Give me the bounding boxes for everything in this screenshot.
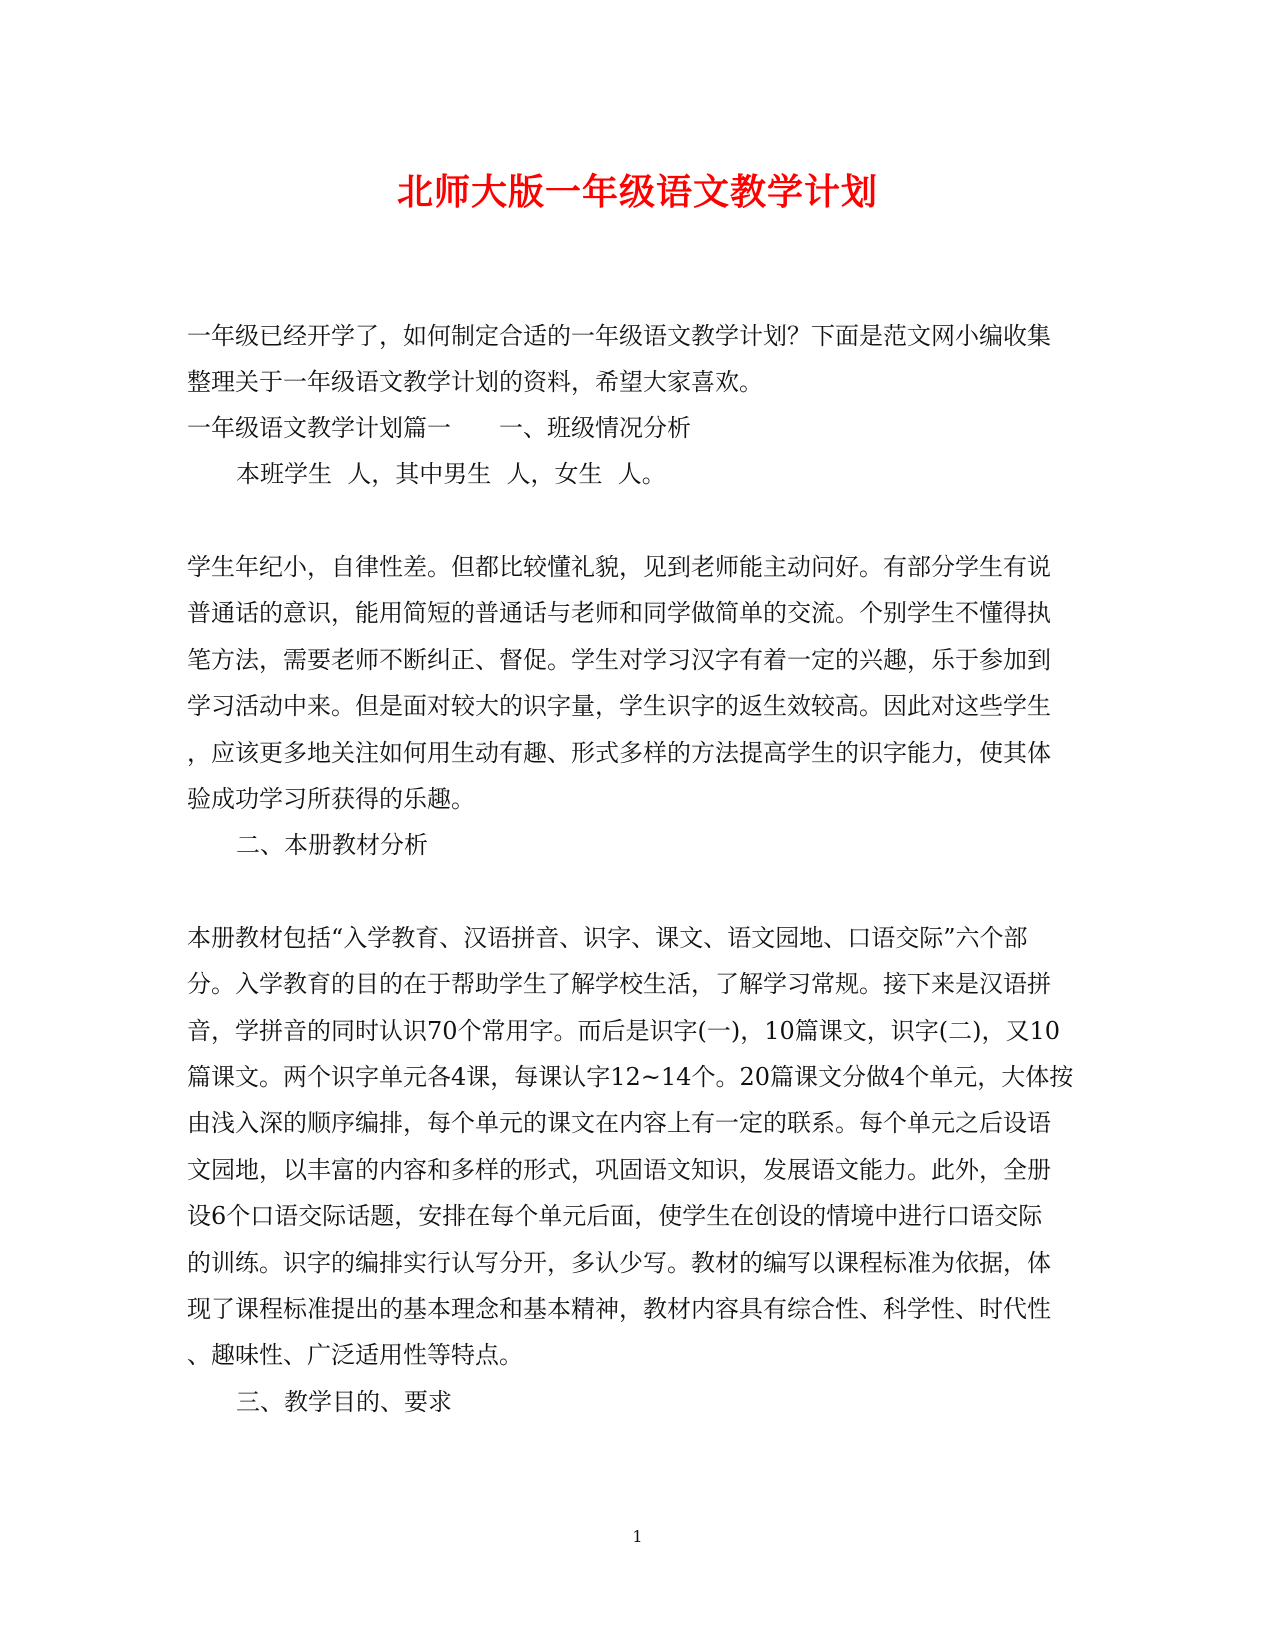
textbook-analysis-line-7: 设6个口语交际话题，安排在每个单元后面，使学生在创设的情境中进行口语交际 <box>187 1202 1043 1230</box>
textbook-analysis-line-9: 现了课程标准提出的基本理念和基本精神，教材内容具有综合性、科学性、时代性 <box>187 1295 1051 1323</box>
intro-line-1: 一年级已经开学了，如何制定合适的一年级语文教学计划？下面是范文网小编收集 <box>187 322 1051 350</box>
section-two-heading: 二、本册教材分析 <box>236 831 428 859</box>
intro-line-2: 整理关于一年级语文教学计划的资料，希望大家喜欢。 <box>187 368 763 396</box>
section-three-heading: 三、教学目的、要求 <box>236 1388 452 1416</box>
student-analysis-line-1: 学生年纪小，自律性差。但都比较懂礼貌，见到老师能主动问好。有部分学生有说 <box>187 553 1051 581</box>
student-analysis-line-5: ，应该更多地关注如何用生动有趣、形式多样的方法提高学生的识字能力，使其体 <box>187 739 1051 767</box>
student-analysis-line-3: 笔方法，需要老师不断纠正、督促。学生对学习汉字有着一定的兴趣，乐于参加到 <box>187 646 1051 674</box>
document-title: 北师大版一年级语文教学计划 <box>396 171 878 213</box>
student-analysis-line-6: 验成功学习所获得的乐趣。 <box>187 785 475 813</box>
textbook-analysis-line-8: 的训练。识字的编排实行认写分开，多认少写。教材的编写以课程标准为依据，体 <box>187 1249 1051 1277</box>
textbook-analysis-line-6: 文园地，以丰富的内容和多样的形式，巩固语文知识，发展语文能力。此外，全册 <box>187 1156 1051 1184</box>
textbook-analysis-line-10: 、趣味性、广泛适用性等特点。 <box>187 1341 523 1369</box>
textbook-analysis-line-3: 音，学拼音的同时认识70个常用字。而后是识字(一)，10篇课文，识字(二)，又10 <box>187 1017 1061 1045</box>
textbook-analysis-line-4: 篇课文。两个识字单元各4课，每课认字12~14个。20篇课文分做4个单元，大体按 <box>187 1063 1074 1091</box>
class-count-line: 本班学生 人，其中男生 人，女生 人。 <box>236 460 666 488</box>
student-analysis-line-4: 学习活动中来。但是面对较大的识字量，学生识字的返生效较高。因此对这些学生 <box>187 692 1051 720</box>
student-analysis-line-2: 普通话的意识，能用简短的普通话与老师和同学做简单的交流。个别学生不懂得执 <box>187 599 1051 627</box>
textbook-analysis-line-5: 由浅入深的顺序编排，每个单元的课文在内容上有一定的联系。每个单元之后设语 <box>187 1109 1051 1137</box>
textbook-analysis-line-2: 分。入学教育的目的在于帮助学生了解学校生活，了解学习常规。接下来是汉语拼 <box>187 970 1051 998</box>
textbook-analysis-line-1: 本册教材包括“入学教育、汉语拼音、识字、课文、语文园地、口语交际”六个部 <box>187 924 1028 952</box>
section-one-heading: 一年级语文教学计划篇一 一、班级情况分析 <box>187 414 691 442</box>
page-number: 1 <box>632 1527 643 1546</box>
